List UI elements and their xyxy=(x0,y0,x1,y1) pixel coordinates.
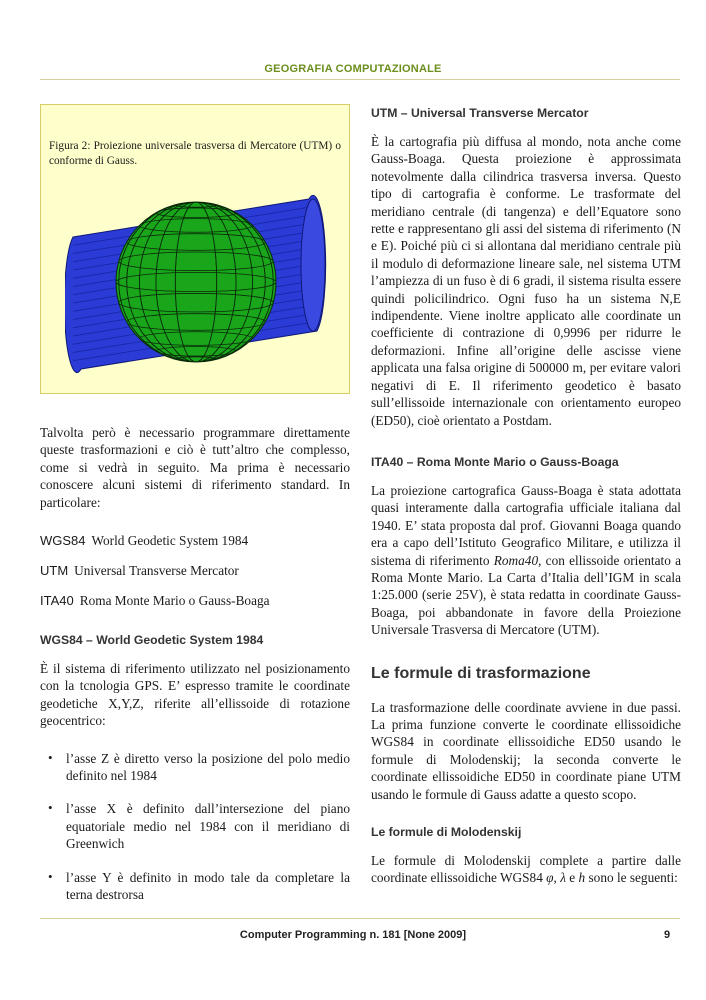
utm-projection-illustration xyxy=(65,187,327,379)
def-term: WGS84 xyxy=(40,533,86,549)
separator: , xyxy=(553,870,561,886)
bullet-icon: • xyxy=(48,868,53,884)
molodenskij-paragraph xyxy=(371,852,681,887)
left-column xyxy=(40,104,350,904)
list-item xyxy=(40,800,350,852)
header-rule xyxy=(40,79,680,80)
list-item-text: l’asse Y è definito in modo tale da completare la terna destrorsa xyxy=(66,869,350,903)
section-heading-formule: Le formule di trasformazione xyxy=(371,664,591,682)
ita40-text-part: , con ellissoide orientato a Roma Monte Mario. La Carta d’Italia dell’IGM in scala 1:25.000 (serie 25V), è stata redatta in coordinate Gauss-Boaga, poi abbandonate in favore della Proiezione Universale Trasversa di Mercatore (UTM). xyxy=(371,552,681,638)
section-heading-wgs84: WGS84 – World Geodetic System 1984 xyxy=(40,633,264,648)
utm-paragraph: È la cartografia più diffusa al mondo, nota anche come Gauss-Boaga. Questa proiezione è approssimata notevolmente dalla cilindrica trasversa inversa. Questo tipo di cartografia è conforme. Le trasformate del meridiano centrale (di tangenza) e dell’Equatore sono rette e rappresentano gli assi del sistema di riferimento (N e E). Poiché più ci si allontana dal meridiano centrale più il modulo di deformazione lineare sale, nel sistema UTM l’ampiezza di un fuso è di 6 gradi, il sistema risulta essere quindi policilindrico. Ogni fuso ha un sistema N,E indipendente. Viene inoltre applicato alle coordinate un coefficiente di contrazione di 0,9996 per ridurre le deformazioni. Infine all’origine delle ascisse viene applicata una falsa origine di 500000 m, per evitare valori negativi di E. Il riferimento geodetico è basato sull’ellissoide internazionale con orientamento europeo (ED50), cioè orientato a Postdam. xyxy=(371,134,681,428)
symbol-lambda: λ xyxy=(560,870,566,886)
figure-caption: Figura 2: Proiezione universale trasversa di Mercatore (UTM) o conforme di Gauss. xyxy=(49,140,341,167)
def-item xyxy=(40,532,350,549)
footer-publication: Computer Programming n. 181 [None 2009] xyxy=(239,929,467,941)
list-item xyxy=(40,750,350,785)
list-item-text: l’asse Z è diretto verso la posizione del polo medio definito nel 1984 xyxy=(66,750,350,784)
running-header-title: GEOGRAFIA COMPUTAZIONALE xyxy=(264,63,442,75)
molodenskij-text-part: Le formule di Molodenskij complete a partire dalle coordinate ellissoidiche WGS84 xyxy=(371,853,681,886)
page-number: 9 xyxy=(664,929,671,941)
list-item xyxy=(40,869,350,904)
symbol-phi: φ xyxy=(546,870,554,886)
def-desc: Universal Transverse Mercator xyxy=(74,563,239,579)
formule-paragraph: La trasformazione delle coordinate avviene in due passi. La prima funzione converte le coordinate ellissoidiche WGS84 in coordinate ellissoidiche ED50 usando le formule di Molodenskij; la seconda converte le coordinate ellissoidiche ED50 in coordinate piane UTM usando le formule di Gauss adatte a questo scopo. xyxy=(371,699,681,802)
ita40-emphasis: Roma40 xyxy=(493,552,539,568)
right-column xyxy=(371,104,681,887)
section-heading-ita40: ITA40 – Roma Monte Mario o Gauss-Boaga xyxy=(371,454,619,469)
wgs84-paragraph: È il sistema di riferimento utilizzato nel posizionamento con la tcnologia GPS. E’ espresso tramite le coordinate geodetiche X,Y,Z, riferite all’ellissoide di rotazione geocentrico: xyxy=(40,661,350,729)
footer-rule xyxy=(40,918,680,919)
cylinder-end xyxy=(301,199,325,331)
def-term: ITA40 xyxy=(40,593,74,609)
list-item-text: l’asse X è definito dall’intersezione del piano equatoriale medio nel 1984 con il meridiano di Greenwich xyxy=(66,801,350,852)
symbol-h: h xyxy=(578,870,586,886)
section-heading-utm: UTM – Universal Transverse Mercator xyxy=(371,106,589,120)
def-item xyxy=(40,562,350,579)
ita40-paragraph xyxy=(371,482,681,639)
ita40-text-part: La proiezione cartografica Gauss-Boaga è stata adottata quasi interamente dalla cartografia ufficiale italiana dal 1940. E’ stata proposta dal prof. Giovanni Boaga quando era a capo dell’Istituto Geografico Militare, e utilizza il sistema di riferimento xyxy=(371,482,681,568)
bullet-icon: • xyxy=(48,749,53,765)
figure-box xyxy=(40,104,350,394)
separator: e xyxy=(565,870,579,886)
axis-bullet-list xyxy=(40,750,350,904)
def-desc: Roma Monte Mario o Gauss-Boaga xyxy=(79,593,270,609)
section-heading-molodenskij: Le formule di Molodenskij xyxy=(371,825,522,839)
def-desc: World Geodetic System 1984 xyxy=(91,533,249,549)
intro-paragraph: Talvolta però è necessario programmare direttamente queste trasformazioni e ciò è tutt’altro che complesso, come si vedrà in seguito. Ma prima è necessario conoscere alcuni sistemi di riferimento standard. In particolare: xyxy=(40,425,350,510)
def-item xyxy=(40,592,350,609)
reference-systems-list xyxy=(40,532,350,609)
molodenskij-text-part: sono le seguenti: xyxy=(585,870,678,886)
def-term: UTM xyxy=(40,563,69,579)
bullet-icon: • xyxy=(48,800,53,816)
